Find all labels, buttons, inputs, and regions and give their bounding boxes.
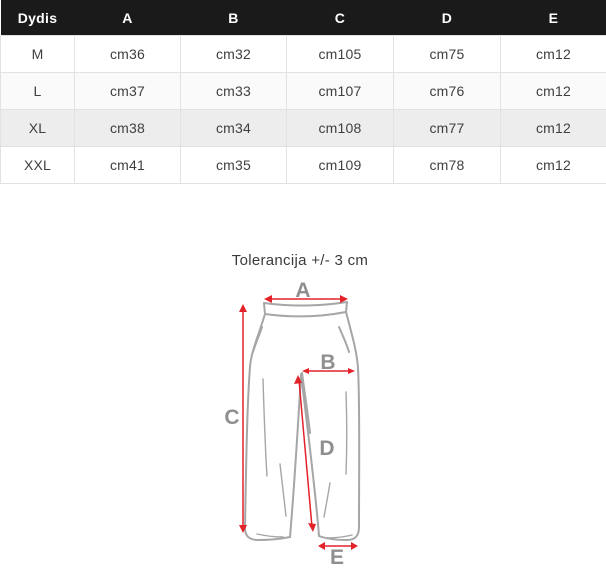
- value-cell: cm77: [394, 110, 501, 147]
- value-cell: cm37: [75, 73, 181, 110]
- value-cell: cm34: [181, 110, 287, 147]
- size-cell: XL: [1, 110, 75, 147]
- dimension-label-d: D: [319, 437, 335, 460]
- dimension-label-e: E: [329, 546, 345, 569]
- header-cell-d: D: [394, 0, 501, 36]
- value-cell: cm35: [181, 147, 287, 184]
- size-cell: M: [1, 36, 75, 73]
- value-cell: cm12: [501, 110, 606, 147]
- header-cell-size: Dydis: [1, 0, 75, 36]
- header-cell-e: E: [501, 0, 606, 36]
- value-cell: cm12: [501, 147, 606, 184]
- size-cell: XXL: [1, 147, 75, 184]
- value-cell: cm78: [394, 147, 501, 184]
- value-cell: cm12: [501, 73, 606, 110]
- value-cell: cm12: [501, 36, 606, 73]
- header-cell-b: B: [181, 0, 287, 36]
- header-cell-c: C: [287, 0, 394, 36]
- value-cell: cm38: [75, 110, 181, 147]
- dimension-label-b: B: [320, 351, 336, 374]
- value-cell: cm76: [394, 73, 501, 110]
- value-cell: cm33: [181, 73, 287, 110]
- value-cell: cm105: [287, 36, 394, 73]
- dimension-label-c: C: [224, 406, 240, 429]
- header-cell-a: A: [75, 0, 181, 36]
- tolerance-note: Tolerancija +/- 3 cm: [231, 252, 369, 269]
- value-cell: cm36: [75, 36, 181, 73]
- value-cell: cm32: [181, 36, 287, 73]
- value-cell: cm108: [287, 110, 394, 147]
- value-cell: cm109: [287, 147, 394, 184]
- value-cell: cm75: [394, 36, 501, 73]
- size-cell: L: [1, 73, 75, 110]
- value-cell: cm107: [287, 73, 394, 110]
- value-cell: cm41: [75, 147, 181, 184]
- dimension-label-a: A: [295, 279, 311, 302]
